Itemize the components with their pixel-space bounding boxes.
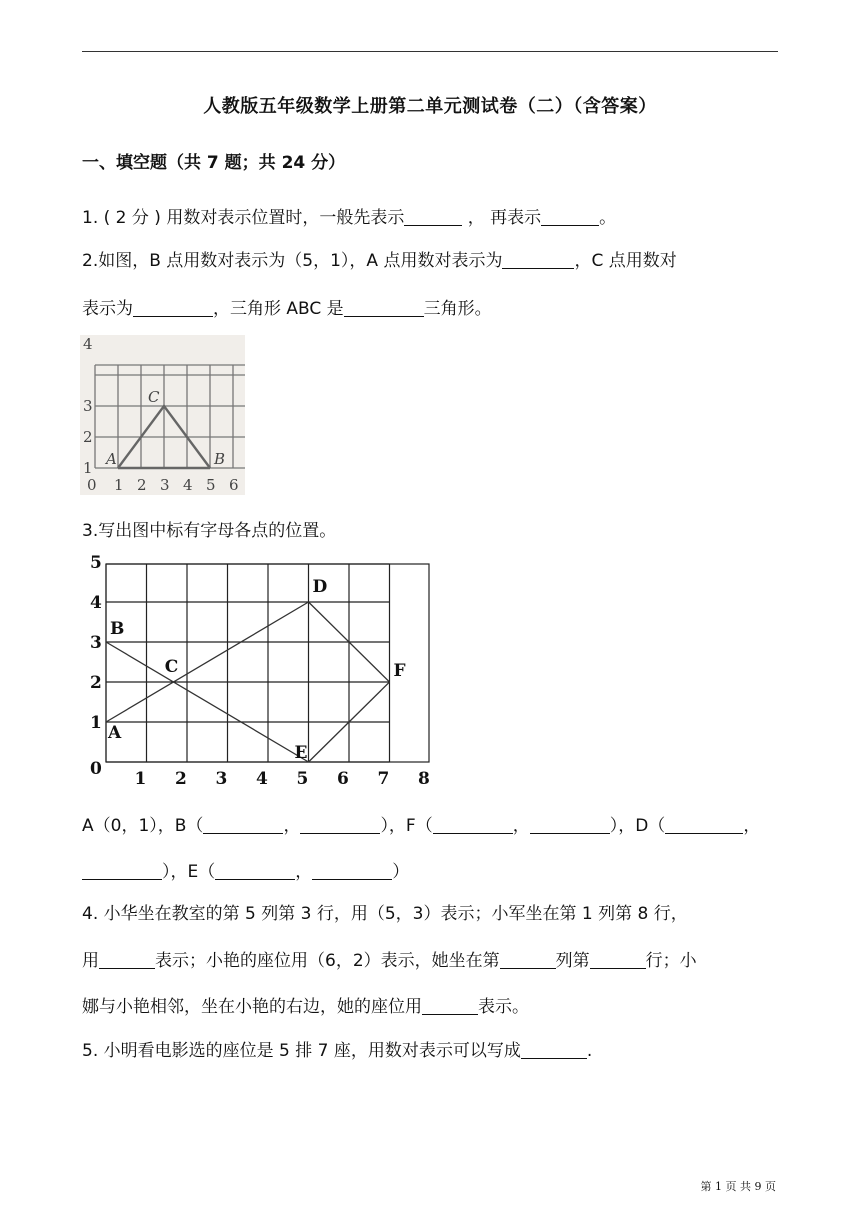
fig2-y-tick: 3	[90, 633, 102, 653]
q3-blank-e-x[interactable]	[215, 861, 295, 880]
page-title: 人教版五年级数学上册第二单元测试卷（二）（含答案）	[203, 96, 657, 117]
q2-blank-3[interactable]	[344, 298, 424, 317]
question-1	[82, 203, 616, 228]
fig1-point-label-b: B	[214, 450, 226, 468]
fig2-x-tick: 6	[337, 769, 349, 789]
q5-text-b: .	[586, 1041, 593, 1061]
q5-text-a: 5. 小明看电影选的座位是 5 排 7 座，用数对表示可以写成	[82, 1041, 521, 1061]
section-heading: 一、填空题（共 7 题；共 24 分）	[82, 153, 346, 173]
page-footer: 第 1 页 共 9 页	[700, 1180, 776, 1193]
q3-answer-line-1	[82, 811, 760, 836]
fig1-x-tick: 0	[87, 476, 97, 494]
q4-blank-1[interactable]	[99, 950, 155, 969]
q4-text-g: 表示。	[478, 997, 529, 1017]
q4-text-b: 用	[82, 951, 99, 971]
q3-text-a: A（0，1），B（	[82, 816, 204, 836]
figure-1-grid	[80, 335, 245, 495]
q4-text-c: 表示；小艳的座位用（6，2）表示，她坐在第	[155, 951, 500, 971]
fig2-segment-ad	[106, 602, 309, 722]
q3-text-g: ），E（	[162, 862, 216, 882]
figure-2-grid	[80, 552, 440, 790]
q2-text-e: 三角形。	[423, 299, 492, 319]
question-5	[82, 1036, 592, 1061]
fig2-x-tick: 4	[256, 769, 268, 789]
fig1-x-tick: 6	[229, 476, 239, 494]
header-rule	[82, 51, 778, 52]
fig2-point-label-c: C	[164, 657, 179, 677]
fig2-point-label-a: A	[108, 723, 122, 743]
q4-text-d: 列第	[555, 951, 590, 971]
q3-text-c: ），F（	[380, 816, 433, 836]
q3-blank-d-y[interactable]	[82, 861, 162, 880]
q2-blank-2[interactable]	[133, 298, 213, 317]
q2-text-a: 2.如图，B 点用数对表示为（5，1），A 点用数对表示为	[82, 251, 503, 271]
q3-text-f: ，	[743, 816, 761, 836]
q4-blank-4[interactable]	[422, 996, 478, 1015]
fig2-x-tick: 3	[215, 769, 228, 789]
fig1-x-tick: 2	[137, 476, 147, 494]
q3-blank-b-x[interactable]	[203, 815, 283, 834]
question-4-line-3	[82, 992, 529, 1017]
q4-text-f: 娜与小艳相邻，坐在小艳的右边，她的座位用	[82, 997, 422, 1017]
q4-text-e: 行；小	[645, 951, 697, 971]
fig2-point-label-f: F	[393, 661, 406, 681]
fig2-y-tick: 5	[90, 553, 102, 573]
fig2-x-tick: 1	[134, 769, 147, 789]
q3-answer-line-2	[82, 857, 409, 882]
q3-blank-b-y[interactable]	[300, 815, 380, 834]
q1-blank-1[interactable]	[404, 207, 462, 226]
fig1-x-tick: 5	[206, 476, 216, 494]
fig2-x-tick: 5	[296, 769, 309, 789]
fig1-y-tick: 3	[83, 397, 93, 415]
fig2-y-tick: 4	[90, 593, 102, 613]
q3-text-e: ），D（	[609, 816, 666, 836]
q4-blank-2[interactable]	[500, 950, 556, 969]
figure-1-background	[80, 335, 245, 495]
fig2-x-tick: 8	[418, 769, 430, 789]
q1-text-b: ， 再表示	[462, 208, 542, 228]
q3-prompt: 3.写出图中标有字母各点的位置。	[82, 521, 337, 541]
fig2-y-tick: 2	[90, 673, 102, 693]
fig2-x-tick: 2	[175, 769, 187, 789]
q3-text-h: ，	[295, 862, 313, 882]
fig2-y-tick: 0	[90, 759, 102, 779]
q3-blank-e-y[interactable]	[312, 861, 392, 880]
fig1-point-label-a: A	[106, 450, 117, 468]
fig2-point-label-d: D	[312, 577, 328, 597]
fig2-x-tick: 7	[377, 769, 390, 789]
fig2-point-label-b: B	[110, 619, 125, 639]
fig2-point-label-e: E	[294, 743, 308, 763]
fig2-y-tick: 1	[90, 713, 102, 733]
q3-text-b: ，	[283, 816, 301, 836]
question-2-line-2	[82, 294, 492, 319]
question-2-line-1	[82, 246, 677, 271]
q3-text-d: ，	[512, 816, 530, 836]
fig1-y-tick: 4	[83, 335, 93, 353]
fig1-x-tick: 1	[114, 476, 124, 494]
fig1-y-tick: 1	[83, 459, 93, 477]
question-4-line-2	[82, 946, 697, 971]
q4-blank-3[interactable]	[590, 950, 646, 969]
q2-text-c: 表示为	[82, 299, 133, 319]
q3-blank-d-x[interactable]	[665, 815, 743, 834]
q1-text-c: 。	[599, 208, 617, 228]
q5-blank-1[interactable]	[521, 1040, 587, 1059]
question-4-line-1	[82, 899, 688, 924]
fig1-point-label-c: C	[148, 388, 160, 406]
q2-blank-1[interactable]	[502, 250, 574, 269]
q2-text-b: ，C 点用数对	[574, 251, 677, 271]
q3-text-i: ）	[392, 862, 410, 882]
q4-text-a: 4. 小华坐在教室的第 5 列第 3 行，用（5，3）表示；小军坐在第 1 列第 8 行，	[82, 904, 688, 924]
fig1-y-tick: 2	[83, 428, 93, 446]
q2-text-d: ，三角形 ABC 是	[213, 299, 344, 319]
q1-text-a: 1. ( 2 分 ) 用数对表示位置时，一般先表示	[82, 208, 405, 228]
fig2-segment-eb	[106, 642, 309, 762]
q1-blank-2[interactable]	[541, 207, 599, 226]
fig1-x-tick: 3	[160, 476, 170, 494]
fig1-x-tick: 4	[183, 476, 193, 494]
q3-blank-f-x[interactable]	[433, 815, 513, 834]
q3-blank-f-y[interactable]	[530, 815, 610, 834]
